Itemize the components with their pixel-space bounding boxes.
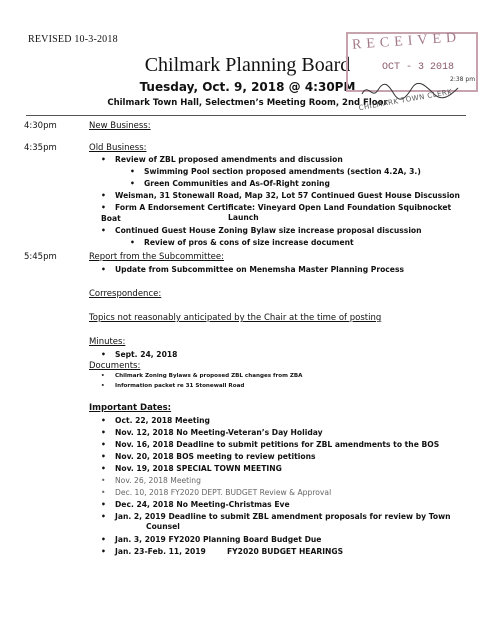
list-item: • Form A Endorsement Certificate: Vineyard Open Land Foundation Squibnocket Boat [101,203,452,223]
revision-note: REVISED 10-3-2018 [28,34,118,45]
section-topics: Topics not reasonably anticipated by the Chair at the time of posting [89,313,382,323]
list-item: • Nov. 26, 2018 Meeting [101,476,201,485]
received-stamp [346,32,478,112]
time-old-business: 4:35pm [24,143,57,153]
list-item: • Swimming Pool section proposed amendments (section 4.2A, 3.) [130,167,421,176]
list-item: • Dec. 24, 2018 No Meeting-Christmas Eve [101,500,290,509]
list-item: • Nov. 16, 2018 Deadline to submit petitions for ZBL amendments to the BOS [101,440,440,449]
stamp-time: 2:38 pm [450,76,476,83]
list-item: • Weisman, 31 Stonewall Road, Map 32, Lot 57 Continued Guest House Discussion [101,191,460,200]
header-divider [26,115,466,116]
meeting-datetime: Tuesday, Oct. 9, 2018 @ 4:30PM [139,80,356,94]
list-item: • Sept. 24, 2018 [101,350,178,359]
list-item: • Nov. 20, 2018 BOS meeting to review petitions [101,452,316,461]
list-item: • Chilmark Zoning Bylaws & proposed ZBL changes from ZBA [101,373,303,379]
list-item: • Jan. 3, 2019 FY2020 Planning Board Budget Due [101,535,322,544]
stamp-date: OCT - 3 2018 [382,62,455,73]
time-subcommittee: 5:45pm [24,252,57,262]
section-correspondence: Correspondence: [89,289,162,299]
list-item-continuation: Launch [228,213,259,222]
list-item-continuation: Counsel [146,522,180,531]
section-minutes: Minutes: [89,337,126,347]
list-item: • Nov. 19, 2018 SPECIAL TOWN MEETING [101,464,282,473]
meeting-location: Chilmark Town Hall, Selectmen’s Meeting Room, 2nd Floor [107,98,388,108]
list-item: • Oct. 22, 2018 Meeting [101,416,210,425]
stamp-word: RECEIVED [351,30,462,53]
list-item: • Nov. 12, 2018 No Meeting-Veteran’s Day Holiday [101,428,323,437]
section-new-business: New Business: [89,121,151,131]
list-item: • Jan. 23-Feb. 11, 2019 FY2020 BUDGET HEARINGS [101,547,344,556]
list-item: • Information packet re 31 Stonewall Road [101,383,245,389]
section-important-dates: Important Dates: [89,403,172,413]
section-subcommittee: Report from the Subcommittee: [89,252,224,262]
list-item: • Review of pros & cons of size increase document [130,238,354,247]
list-item: • Dec. 10, 2018 FY2020 DEPT. BUDGET Review & Approval [101,488,332,497]
list-item: • Review of ZBL proposed amendments and discussion [101,155,343,164]
section-documents: Documents: [89,361,141,371]
list-item: • Update from Subcommittee on Menemsha Master Planning Process [101,265,404,274]
stamp-office: CHILMARK TOWN CLERK [358,87,453,113]
list-item: • Continued Guest House Zoning Bylaw size increase proposal discussion [101,226,422,235]
page-title: Chilmark Planning Board [144,54,351,76]
time-new-business: 4:30pm [24,121,57,131]
list-item: • Jan. 2, 2019 Deadline to submit ZBL amendment proposals for review by Town [101,512,451,521]
list-item: • Green Communities and As-Of-Right zoning [130,179,330,188]
section-old-business: Old Business: [89,143,147,153]
